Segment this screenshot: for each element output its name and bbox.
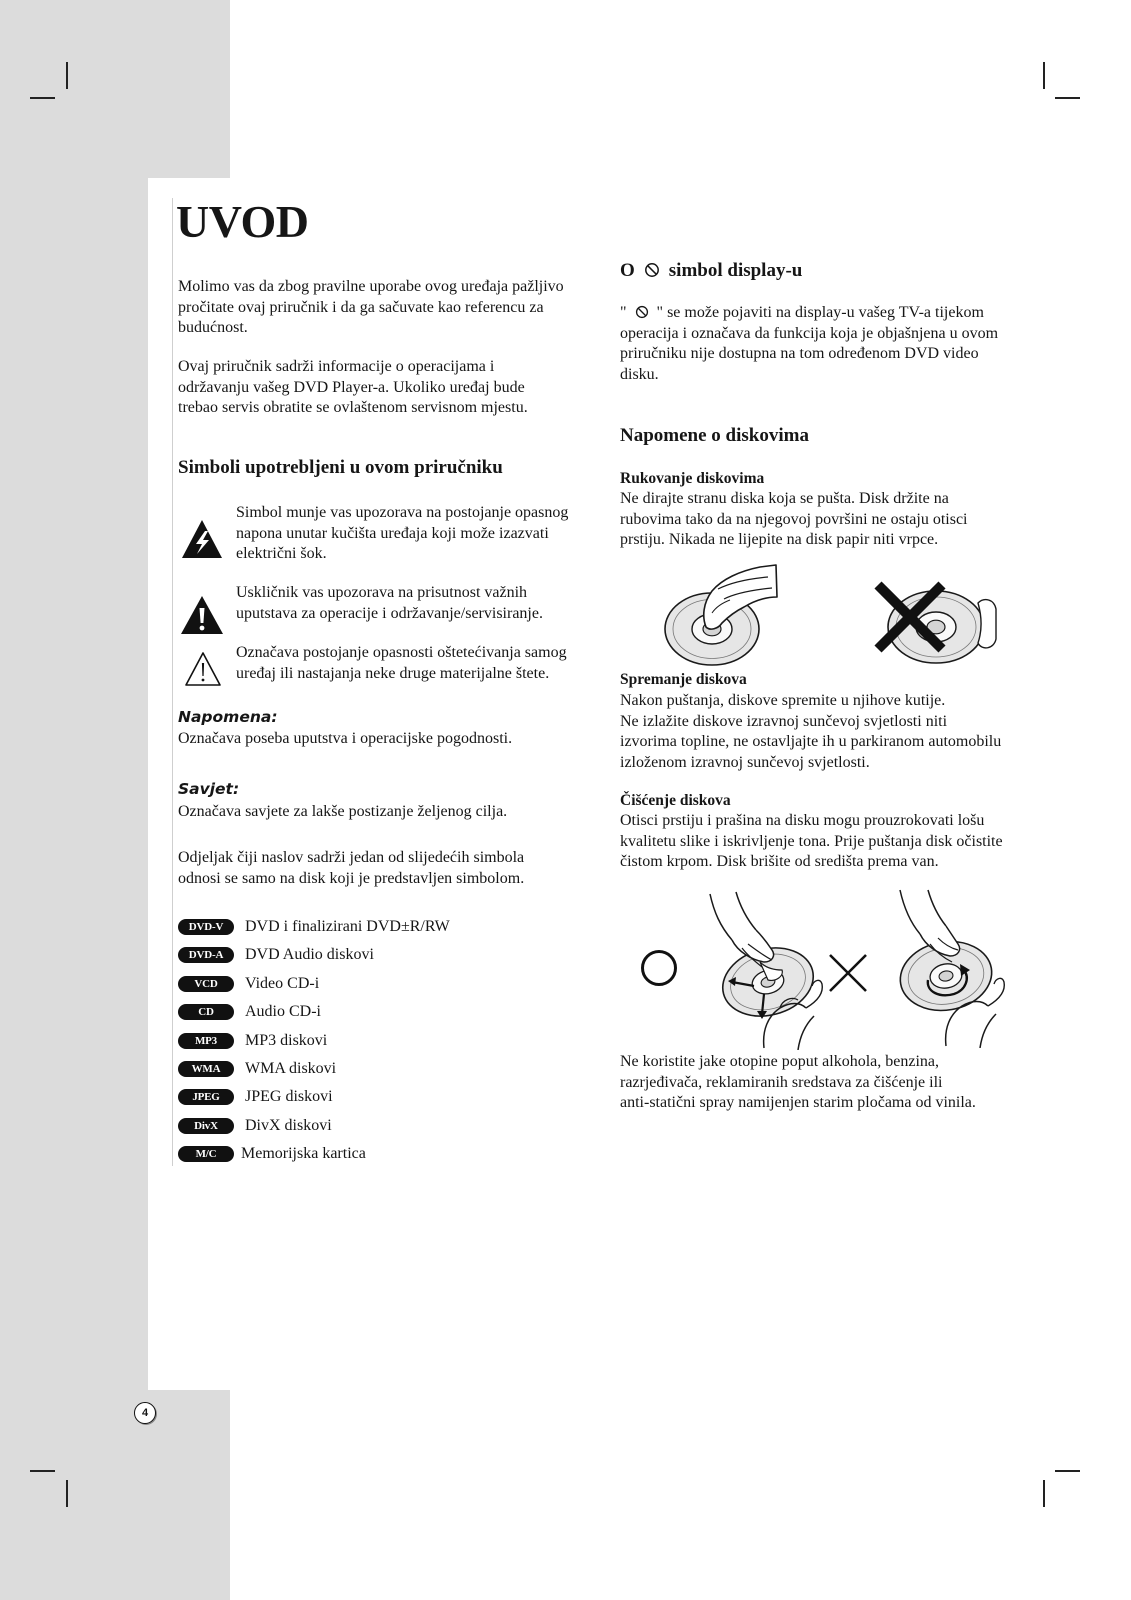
prohibited-symbol-icon [635, 305, 649, 319]
crop-mark [1055, 97, 1080, 99]
text-line: uputstava za operacije i održavanje/servisiranje. [236, 604, 543, 622]
text-line: priručniku nije dostupna na tom određenom DVD video [620, 345, 979, 362]
caution-outline-icon [184, 651, 222, 687]
disc-type-row [178, 945, 374, 966]
display-symbol-paragraph [620, 303, 998, 385]
disc-badge-cd: CD [178, 1004, 234, 1020]
text-line [620, 303, 998, 324]
text-line: disku. [620, 365, 659, 383]
tip-label: Savjet: [178, 780, 240, 798]
text-line: budućnost. [178, 319, 248, 336]
solvents-paragraph [620, 1052, 976, 1114]
disc-type-row [178, 1116, 332, 1137]
quote-open: " [620, 304, 627, 321]
margin-band-top [148, 0, 230, 178]
correct-mark-icon [639, 948, 679, 988]
discs-heading: Napomene o diskovima [620, 425, 809, 446]
cleaning-paragraph [620, 811, 1003, 873]
text-fragment: " se može pojaviti na display-u vašeg TV-a tijekom [656, 304, 984, 321]
crop-mark [30, 97, 55, 99]
text-line: prstiju. Nikada ne lijepite na disk papir niti vrpce. [620, 531, 939, 548]
text-line: Ne dirajte stranu diska koja se pušta. Disk držite na [620, 490, 949, 507]
text-line: Odjeljak čiji naslov sadrži jedan od slijedećih simbola [178, 849, 525, 866]
disc-type-row [178, 1144, 366, 1165]
disc-type-row [178, 917, 450, 938]
text-line: pročitate ovaj priručnik i da ga sačuvate kao referencu za [178, 298, 544, 316]
text-line: Uskličnik vas upozorava na prisutnost važnih [236, 584, 528, 601]
text-line: električni šok. [236, 545, 327, 562]
disc-badge-dvd-a: DVD-A [178, 947, 234, 963]
text-line: izvorima topline, ne ostavljajte ih u parkiranom automobilu [620, 733, 1002, 750]
lightning-warning-icon [181, 519, 223, 559]
disc-handling-incorrect [860, 565, 1000, 669]
disc-type-label: Video CD-i [245, 975, 320, 992]
text-line: razrjeđivača, reklamiranih sredstava za čišćenje ili [620, 1073, 943, 1091]
disc-type-label: DVD Audio diskovi [245, 946, 374, 963]
text-line: Nakon puštanja, diskove spremite u njihove kutije. [620, 692, 946, 709]
disc-type-row [178, 1059, 336, 1080]
cleaning-subheading: Čišćenje diskova [620, 792, 731, 809]
column-rule [172, 198, 173, 1166]
text-line: Ne izlažite diskove izravnoj sunčevoj svjetlosti niti [620, 712, 948, 730]
heading-prefix: O [620, 260, 635, 281]
handling-subheading: Rukovanje diskovima [620, 470, 765, 487]
margin-band-bottom [148, 1390, 230, 1600]
text-line: Označava postojanje opasnosti oštetećivanja samog [236, 644, 567, 661]
text-line: odnosi se samo na disk koji je predstavljen simbolom. [178, 869, 525, 887]
exclamation-warning-icon [180, 595, 224, 635]
text-line: Molimo vas da zbog pravilne uporabe ovog uređaja pažljivo [178, 278, 564, 295]
storage-subheading: Spremanje diskova [620, 671, 747, 688]
disc-type-row [178, 1031, 327, 1052]
exclamation-symbol-description [236, 583, 543, 624]
disc-type-row [178, 1002, 321, 1023]
text-line: operacija i označava da funkcija koja je objašnjena u ovom [620, 324, 999, 342]
handling-paragraph [620, 489, 968, 551]
service-paragraph [178, 357, 528, 419]
tip-text: Označava savjete za lakše postizanje željenog cilja. [178, 803, 508, 820]
text-line: kvalitetu slike i iskrivljenje tona. Prije puštanja disk očistite [620, 832, 1003, 850]
note-text: Označava poseba uputstva i operacijske pogodnosti. [178, 730, 513, 747]
margin-band-left [0, 0, 148, 1600]
heading-text: simbol display-u [668, 260, 803, 281]
disc-badge-wma: WMA [178, 1061, 234, 1077]
storage-paragraph [620, 691, 1001, 773]
disc-handling-correct [656, 563, 778, 671]
text-line: Simbol munje vas upozorava na postojanje opasnog [236, 504, 569, 521]
disc-type-label: JPEG diskovi [245, 1088, 333, 1105]
disc-type-row [178, 1087, 333, 1108]
page-number: 4 [134, 1402, 156, 1424]
disc-badge-divx: DivX [178, 1118, 234, 1134]
disc-type-label: MP3 diskovi [245, 1032, 328, 1049]
crop-mark [30, 1470, 55, 1472]
display-symbol-heading [620, 259, 802, 283]
text-line: napona unutar kučišta uređaja koji može izazvati [236, 524, 549, 542]
disc-type-label: DVD i finalizirani DVD±R/RW [245, 918, 450, 935]
text-line: trebao servis obratite se ovlaštenom servisnom mjestu. [178, 399, 528, 416]
text-line: održavanju vašeg DVD Player-a. Ukoliko uređaj bude [178, 378, 525, 396]
disc-symbols-paragraph [178, 848, 524, 889]
disc-badge-mp3: MP3 [178, 1033, 234, 1049]
note-label: Napomena: [178, 708, 278, 726]
disc-type-label: DivX diskovi [245, 1117, 332, 1134]
text-line: Ovaj priručnik sadrži informacije o operacijama i [178, 358, 495, 375]
disc-type-label: WMA diskovi [245, 1060, 337, 1077]
prohibited-symbol-icon [644, 262, 660, 278]
text-line: izloženom izravnoj sunčevoj svjetlosti. [620, 753, 870, 771]
text-line: uređaj ili nastajanja neke druge materijalne štete. [236, 664, 550, 682]
text-line: čistom krpom. Disk brišite od središta prema van. [620, 853, 939, 870]
text-line: rubovima tako da na njegovoj površini ne ostaju otisci [620, 510, 968, 528]
caution-symbol-description [236, 643, 567, 684]
symbols-heading: Simboli upotrebljeni u ovom priručniku [178, 457, 503, 478]
disc-type-row [178, 974, 319, 995]
crop-mark [66, 62, 68, 89]
disc-cleaning-correct [702, 890, 832, 1050]
disc-type-label: Memorijska kartica [241, 1145, 366, 1162]
crop-mark [1055, 1470, 1080, 1472]
text-line: Otisci prstiju i prašina na disku mogu prouzrokovati lošu [620, 812, 985, 829]
crop-mark [1043, 62, 1045, 89]
disc-type-label: Audio CD-i [245, 1003, 321, 1020]
page-title: UVOD [176, 196, 309, 247]
incorrect-mark-icon [826, 951, 870, 995]
disc-badge-jpeg: JPEG [178, 1089, 234, 1105]
disc-badge-mc: M/C [178, 1146, 234, 1162]
crop-mark [1043, 1480, 1045, 1507]
crop-mark [66, 1480, 68, 1507]
lightning-symbol-description [236, 503, 568, 565]
disc-cleaning-incorrect [880, 888, 1012, 1048]
disc-badge-dvd-v: DVD-V [178, 919, 234, 935]
disc-badge-vcd: VCD [178, 976, 234, 992]
text-line: Ne koristite jake otopine poput alkohola, benzina, [620, 1053, 940, 1070]
intro-paragraph [178, 277, 564, 339]
text-line: anti-statični spray namijenjen starim pločama od vinila. [620, 1094, 976, 1111]
